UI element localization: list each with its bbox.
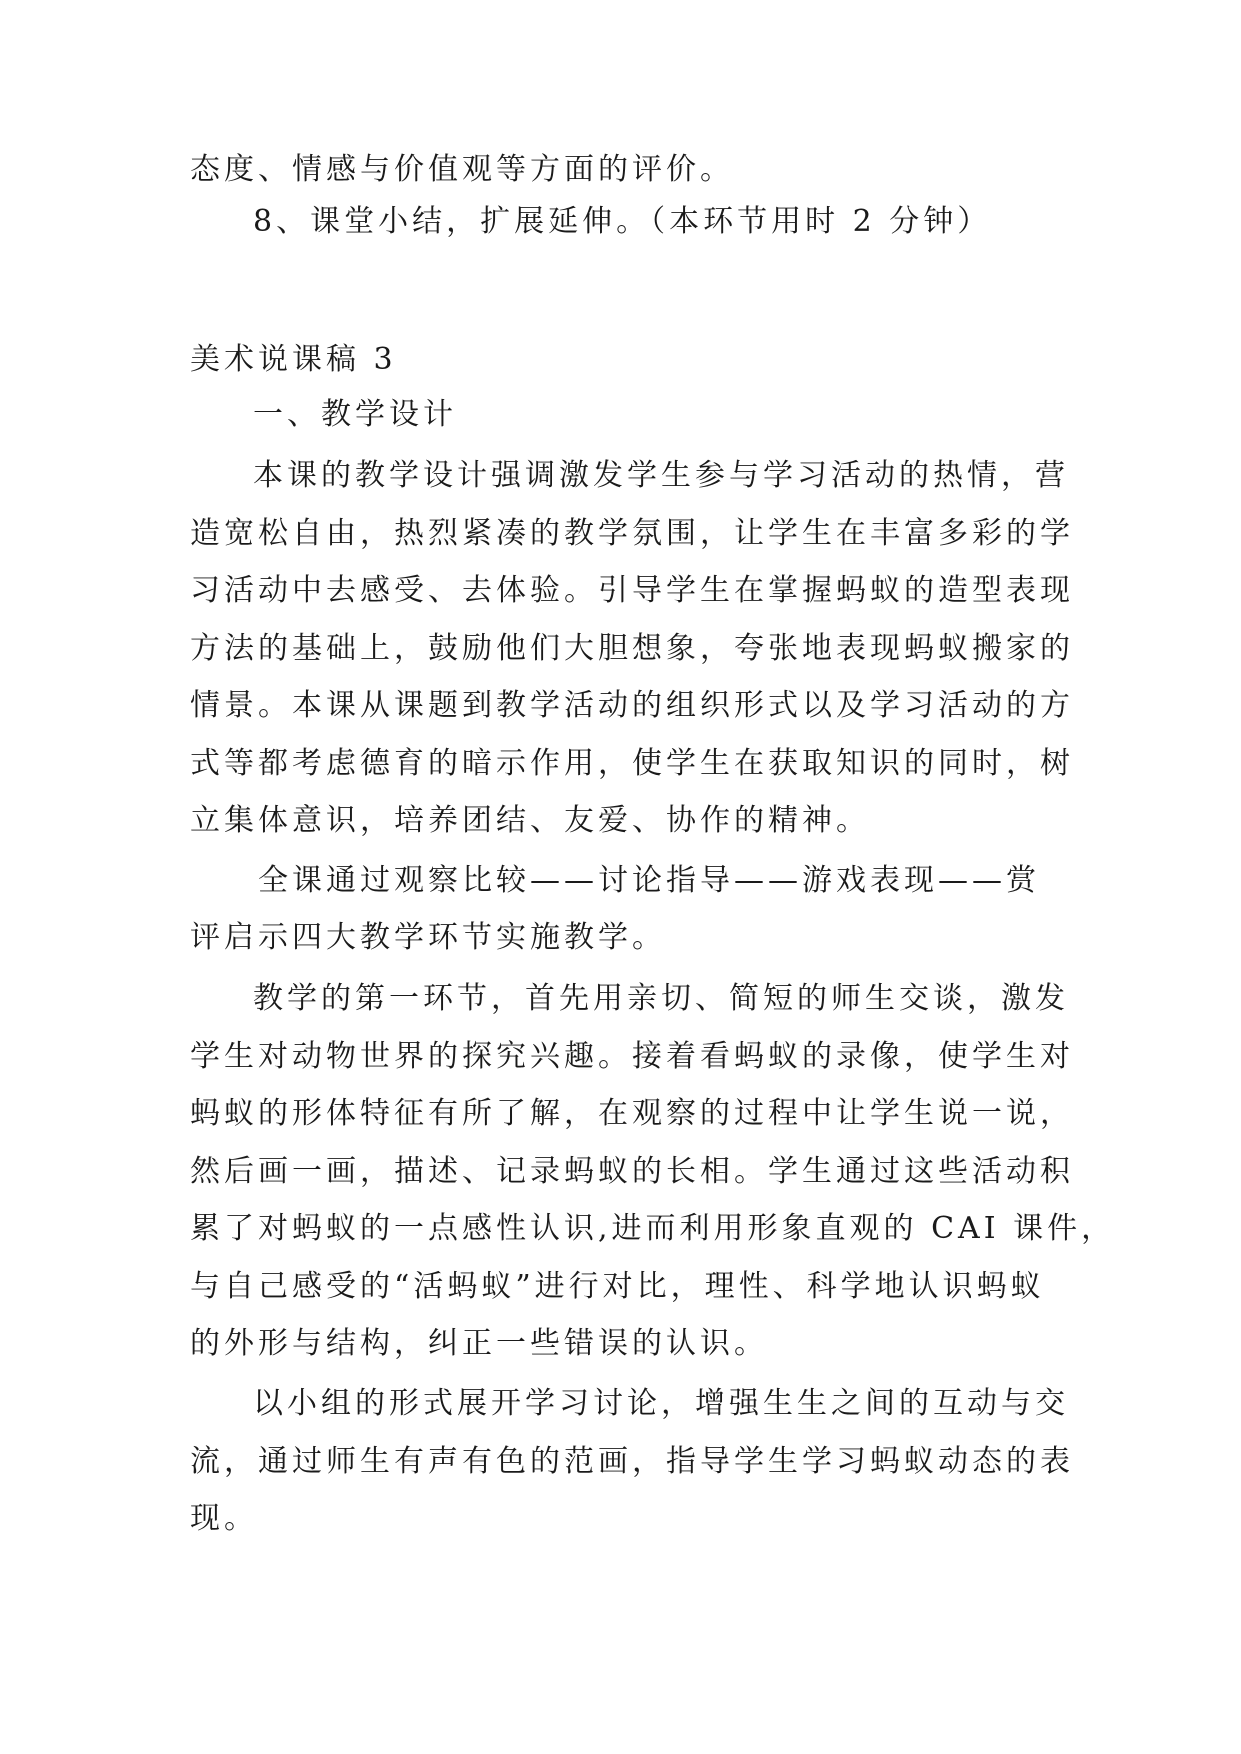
paragraph-line: 评启示四大教学环节实施教学。 (190, 920, 666, 955)
paragraph-line: 全课通过观察比较——讨论指导——游戏表现——赏 (258, 863, 1040, 898)
paragraph-line: 学生对动物世界的探究兴趣。接着看蚂蚁的录像，使学生对 (190, 1039, 1074, 1074)
paragraph-line: 蚂蚁的形体特征有所了解，在观察的过程中让学生说一说， (190, 1096, 1074, 1131)
paragraph-line: 造宽松自由，热烈紧凑的教学氛围，让学生在丰富多彩的学 (190, 516, 1074, 551)
text-line: 态度、情感与价值观等方面的评价。 (190, 152, 734, 187)
paragraph-line: 方法的基础上，鼓励他们大胆想象，夸张地表现蚂蚁搬家的 (190, 631, 1074, 666)
paragraph-line: 累了对蚂蚁的一点感性认识,进而利用形象直观的 CAI 课件， (190, 1211, 1116, 1246)
paragraph-line: 本课的教学设计强调激发学生参与学习活动的热情，营 (253, 458, 1069, 493)
paragraph-line: 流，通过师生有声有色的范画，指导学生学习蚂蚁动态的表 (190, 1444, 1074, 1479)
paragraph-line: 习活动中去感受、去体验。引导学生在掌握蚂蚁的造型表现 (190, 573, 1074, 608)
paragraph-line: 与自己感受的“活蚂蚁”进行对比，理性、科学地认识蚂蚁 (190, 1269, 1045, 1304)
paragraph-line: 然后画一画，描述、记录蚂蚁的长相。学生通过这些活动积 (190, 1154, 1074, 1189)
paragraph-line: 情景。本课从课题到教学活动的组织形式以及学习活动的方 (190, 688, 1074, 723)
paragraph-line: 式等都考虑德育的暗示作用，使学生在获取知识的同时，树 (190, 746, 1074, 781)
paragraph-line: 现。 (190, 1501, 258, 1536)
paragraph-line: 以小组的形式展开学习讨论，增强生生之间的互动与交 (253, 1386, 1069, 1421)
section-heading: 一、教学设计 (253, 397, 457, 432)
paragraph-line: 的外形与结构，纠正一些错误的认识。 (190, 1326, 768, 1361)
section-title: 美术说课稿 3 (190, 342, 397, 377)
text-line: 8、课堂小结，扩展延伸。（本环节用时 2 分钟） (253, 204, 992, 239)
paragraph-line: 教学的第一环节，首先用亲切、简短的师生交谈，激发 (253, 981, 1069, 1016)
paragraph-line: 立集体意识，培养团结、友爱、协作的精神。 (190, 803, 870, 838)
